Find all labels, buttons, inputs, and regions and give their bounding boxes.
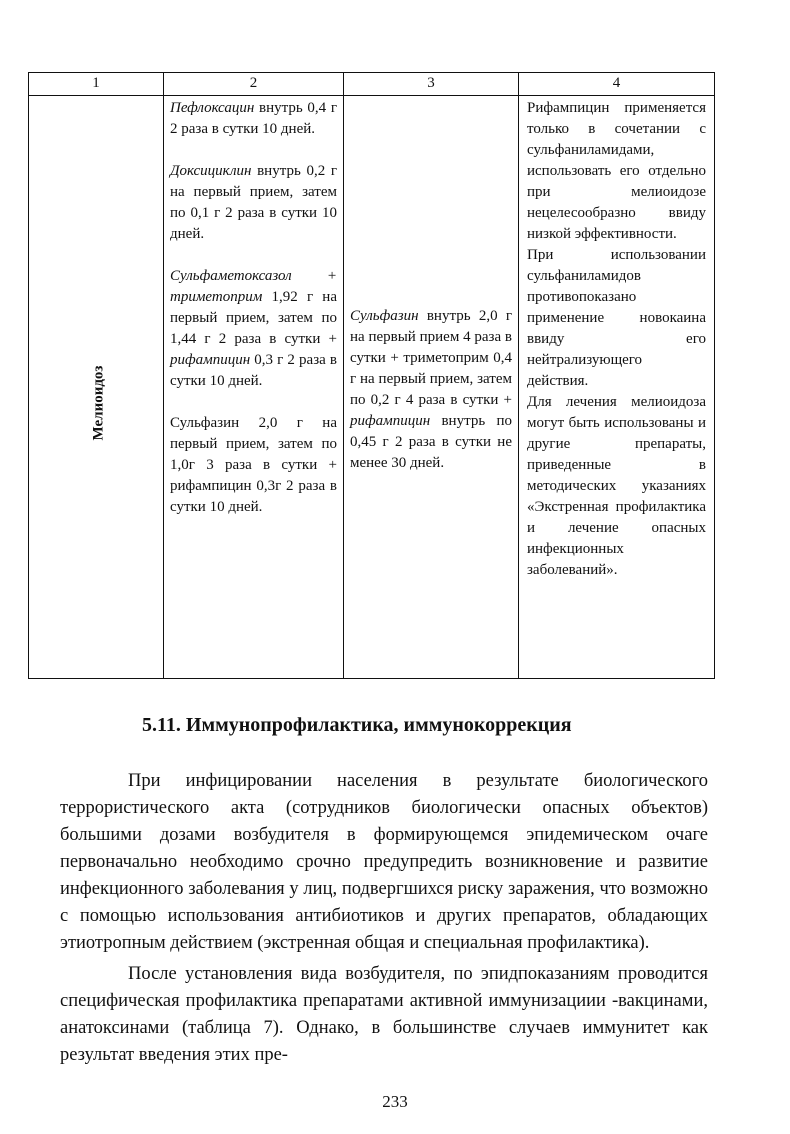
regimen-sulfazine: Сульфазин 2,0 г на первый прием, затем по 1,0г 3 раза в сутки + рифампицин 0,3г 2 раза в сутки 10 дней.	[170, 415, 337, 515]
regimen-text: внутрь 2,0 г на первый прием 4 раза в сутки + триметоприм 0,4 г на первый прием, затем по 0,2 г 4 раза в сутки +	[350, 308, 512, 408]
column-header: 4	[519, 73, 715, 96]
page-number: 233	[382, 1092, 408, 1111]
note-rifampicin: Рифампицин применяется только в сочетании с сульфаниламидами, использовать его отдельно при мелиоидозе нецелесообразно ввиду низкой эффективности.	[527, 100, 706, 242]
regimen-sulfazine-long	[350, 306, 512, 474]
regimen-pefloxacin	[170, 98, 337, 140]
paragraph: После установления вида возбудителя, по эпидпоказаниям проводится специфическая профилактика препаратами активной иммунизациии -вакцинами, анатоксинами (таблица 7). Однако, в большинстве случаев иммунитет как результат введения этих пре-	[60, 964, 708, 1065]
paragraph: При инфицировании населения в результате биологического террористического акта (сотрудников биологически опасных объектов) большими дозами возбудителя в формирующемся эпидемическом очаге первоначально необходимо срочно предупредить возникновение и развитие инфекционного заболевания у лиц, подвергшихся риску заражения, что возможно с помощью использования антибиотиков и других препаратов, обладающих этиотропным действием (экстренная общая и специальная профилактика).	[60, 771, 708, 953]
table-row	[29, 96, 715, 679]
drug-name: рифампицин	[170, 352, 251, 368]
drug-name: Доксициклин	[170, 163, 252, 179]
column-header: 3	[344, 73, 519, 96]
column-header: 1	[29, 73, 164, 96]
row-label-cell	[29, 96, 164, 679]
disease-label: Мелиоидоз	[90, 365, 106, 440]
regimen-text: внутрь 0,2 г на первый прием, затем по 0,1 г 2 раза в сутки 10 дней.	[170, 163, 337, 242]
regimen-text: внутрь 0,4 г 2 раза в сутки 10 дней.	[170, 100, 337, 137]
regimen-text: 1,92 г на первый прием, затем по 1,44 г 2 раза в сутки +	[170, 289, 337, 347]
treatment-table	[28, 72, 715, 679]
drug-name: Пефлоксацин	[170, 100, 255, 116]
note-other-drugs: Для лечения мелиоидоза могут быть использованы и другие препараты, приведенные в методических указаниях «Экстренная профилактика и лечение опасных инфекционных заболеваний».	[527, 394, 706, 578]
drug-name: рифампицин	[350, 413, 431, 429]
regimen-sulfamethoxazole	[170, 266, 337, 392]
drug-name: Сульфаметоксазол + триметоприм	[170, 268, 337, 305]
regimen-text: внутрь по 0,45 г 2 раза в сутки не менее 30 дней.	[350, 413, 512, 471]
regimen-cell	[164, 96, 344, 679]
drug-name: Сульфазин	[350, 308, 419, 324]
notes-cell	[519, 96, 715, 679]
regimen-text: 0,3 г 2 раза в сутки 10 дней.	[170, 352, 337, 389]
section-heading: 5.11. Иммунопрофилактика, иммунокоррекция	[142, 714, 572, 736]
column-header: 2	[164, 73, 344, 96]
regimen-cell	[344, 96, 519, 679]
body-text	[60, 768, 708, 1069]
note-sulfonamides: При использовании сульфаниламидов противопоказано применение новокаина ввиду его нейтрализующего действия.	[527, 247, 706, 389]
regimen-doxycycline	[170, 161, 337, 245]
